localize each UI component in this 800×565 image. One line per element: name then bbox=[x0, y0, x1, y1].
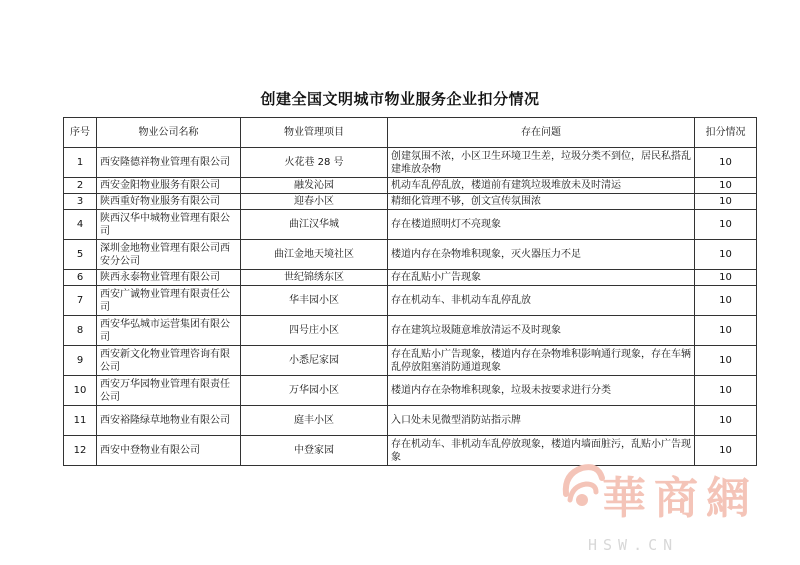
cell-score: 10 bbox=[695, 270, 757, 286]
cell-issue: 机动车乱停乱放，楼道前有建筑垃圾堆放未及时清运 bbox=[388, 178, 695, 194]
cell-company: 西安隆德祥物业管理有限公司 bbox=[97, 148, 241, 178]
cell-score: 10 bbox=[695, 346, 757, 376]
table-row bbox=[64, 194, 757, 210]
table-header-row bbox=[64, 118, 757, 148]
cell-project: 融发沁园 bbox=[241, 178, 388, 194]
cell-issue: 楼道内存在杂物堆积现象，垃圾未按要求进行分类 bbox=[388, 376, 695, 406]
header-seq: 序号 bbox=[64, 118, 97, 148]
table-row bbox=[64, 148, 757, 178]
cell-company: 西安广诚物业管理有限责任公司 bbox=[97, 286, 241, 316]
cell-project: 曲江汉华城 bbox=[241, 210, 388, 240]
cell-issue: 存在机动车、非机动车乱停乱放 bbox=[388, 286, 695, 316]
cell-score: 10 bbox=[695, 316, 757, 346]
table-row bbox=[64, 316, 757, 346]
cell-company: 陕西永泰物业管理有限公司 bbox=[97, 270, 241, 286]
cell-seq: 7 bbox=[64, 286, 97, 316]
cell-score: 10 bbox=[695, 406, 757, 436]
hsw-logo-icon bbox=[560, 460, 606, 530]
cell-company: 西安万华园物业管理有限责任公司 bbox=[97, 376, 241, 406]
cell-project: 中登家园 bbox=[241, 436, 388, 466]
watermark-brand: 華商網 bbox=[602, 473, 758, 524]
table-row bbox=[64, 240, 757, 270]
cell-project: 迎春小区 bbox=[241, 194, 388, 210]
cell-project: 华丰园小区 bbox=[241, 286, 388, 316]
page-title: 创建全国文明城市物业服务企业扣分情况 bbox=[260, 90, 540, 108]
table-row bbox=[64, 270, 757, 286]
cell-project: 小悉尼家园 bbox=[241, 346, 388, 376]
cell-issue: 存在楼道照明灯不亮现象 bbox=[388, 210, 695, 240]
table-row bbox=[64, 376, 757, 406]
cell-seq: 5 bbox=[64, 240, 97, 270]
cell-project: 世纪锦绣东区 bbox=[241, 270, 388, 286]
watermark-url: HSW.CN bbox=[588, 536, 679, 554]
cell-seq: 8 bbox=[64, 316, 97, 346]
cell-score: 10 bbox=[695, 178, 757, 194]
header-company: 物业公司名称 bbox=[97, 118, 241, 148]
cell-score: 10 bbox=[695, 194, 757, 210]
cell-score: 10 bbox=[695, 210, 757, 240]
cell-seq: 6 bbox=[64, 270, 97, 286]
cell-issue: 存在乱贴小广告现象 bbox=[388, 270, 695, 286]
cell-issue: 存在机动车、非机动车乱停放现象，楼道内墙面脏污，乱贴小广告现象 bbox=[388, 436, 695, 466]
cell-company: 西安裕隆绿草地物业有限公司 bbox=[97, 406, 241, 436]
cell-seq: 12 bbox=[64, 436, 97, 466]
cell-seq: 3 bbox=[64, 194, 97, 210]
cell-company: 西安华弘城市运营集团有限公司 bbox=[97, 316, 241, 346]
cell-issue: 创建氛围不浓，小区卫生环境卫生差，垃圾分类不到位，居民私搭乱建堆放杂物 bbox=[388, 148, 695, 178]
cell-seq: 2 bbox=[64, 178, 97, 194]
hsw-watermark bbox=[560, 460, 795, 560]
header-project: 物业管理项目 bbox=[241, 118, 388, 148]
cell-score: 10 bbox=[695, 148, 757, 178]
cell-score: 10 bbox=[695, 286, 757, 316]
deduction-table bbox=[63, 117, 757, 466]
cell-project: 火花巷 28 号 bbox=[241, 148, 388, 178]
cell-seq: 1 bbox=[64, 148, 97, 178]
cell-company: 西安金阳物业服务有限公司 bbox=[97, 178, 241, 194]
cell-project: 曲江金地天境社区 bbox=[241, 240, 388, 270]
cell-seq: 10 bbox=[64, 376, 97, 406]
header-score: 扣分情况 bbox=[695, 118, 757, 148]
cell-issue: 存在建筑垃圾随意堆放清运不及时现象 bbox=[388, 316, 695, 346]
cell-issue: 存在乱贴小广告现象，楼道内存在杂物堆积影响通行现象，存在车辆乱停放阻塞消防通道现象 bbox=[388, 346, 695, 376]
cell-seq: 11 bbox=[64, 406, 97, 436]
cell-project: 庭丰小区 bbox=[241, 406, 388, 436]
cell-company: 深圳金地物业管理有限公司西安分公司 bbox=[97, 240, 241, 270]
cell-project: 四号庄小区 bbox=[241, 316, 388, 346]
cell-seq: 9 bbox=[64, 346, 97, 376]
cell-issue: 入口处未见微型消防站指示牌 bbox=[388, 406, 695, 436]
cell-issue: 精细化管理不够，创文宣传氛围浓 bbox=[388, 194, 695, 210]
cell-company: 陕西汉华中城物业管理有限公司 bbox=[97, 210, 241, 240]
cell-score: 10 bbox=[695, 436, 757, 466]
cell-project: 万华园小区 bbox=[241, 376, 388, 406]
cell-issue: 楼道内存在杂物堆积现象，灭火器压力不足 bbox=[388, 240, 695, 270]
table-row bbox=[64, 346, 757, 376]
table-row bbox=[64, 406, 757, 436]
table-row bbox=[64, 178, 757, 194]
cell-company: 西安中登物业有限公司 bbox=[97, 436, 241, 466]
table-row bbox=[64, 286, 757, 316]
cell-score: 10 bbox=[695, 240, 757, 270]
cell-seq: 4 bbox=[64, 210, 97, 240]
cell-company: 陕西重好物业服务有限公司 bbox=[97, 194, 241, 210]
table-row bbox=[64, 210, 757, 240]
cell-score: 10 bbox=[695, 376, 757, 406]
header-issue: 存在问题 bbox=[388, 118, 695, 148]
cell-company: 西安新文化物业管理咨询有限公司 bbox=[97, 346, 241, 376]
